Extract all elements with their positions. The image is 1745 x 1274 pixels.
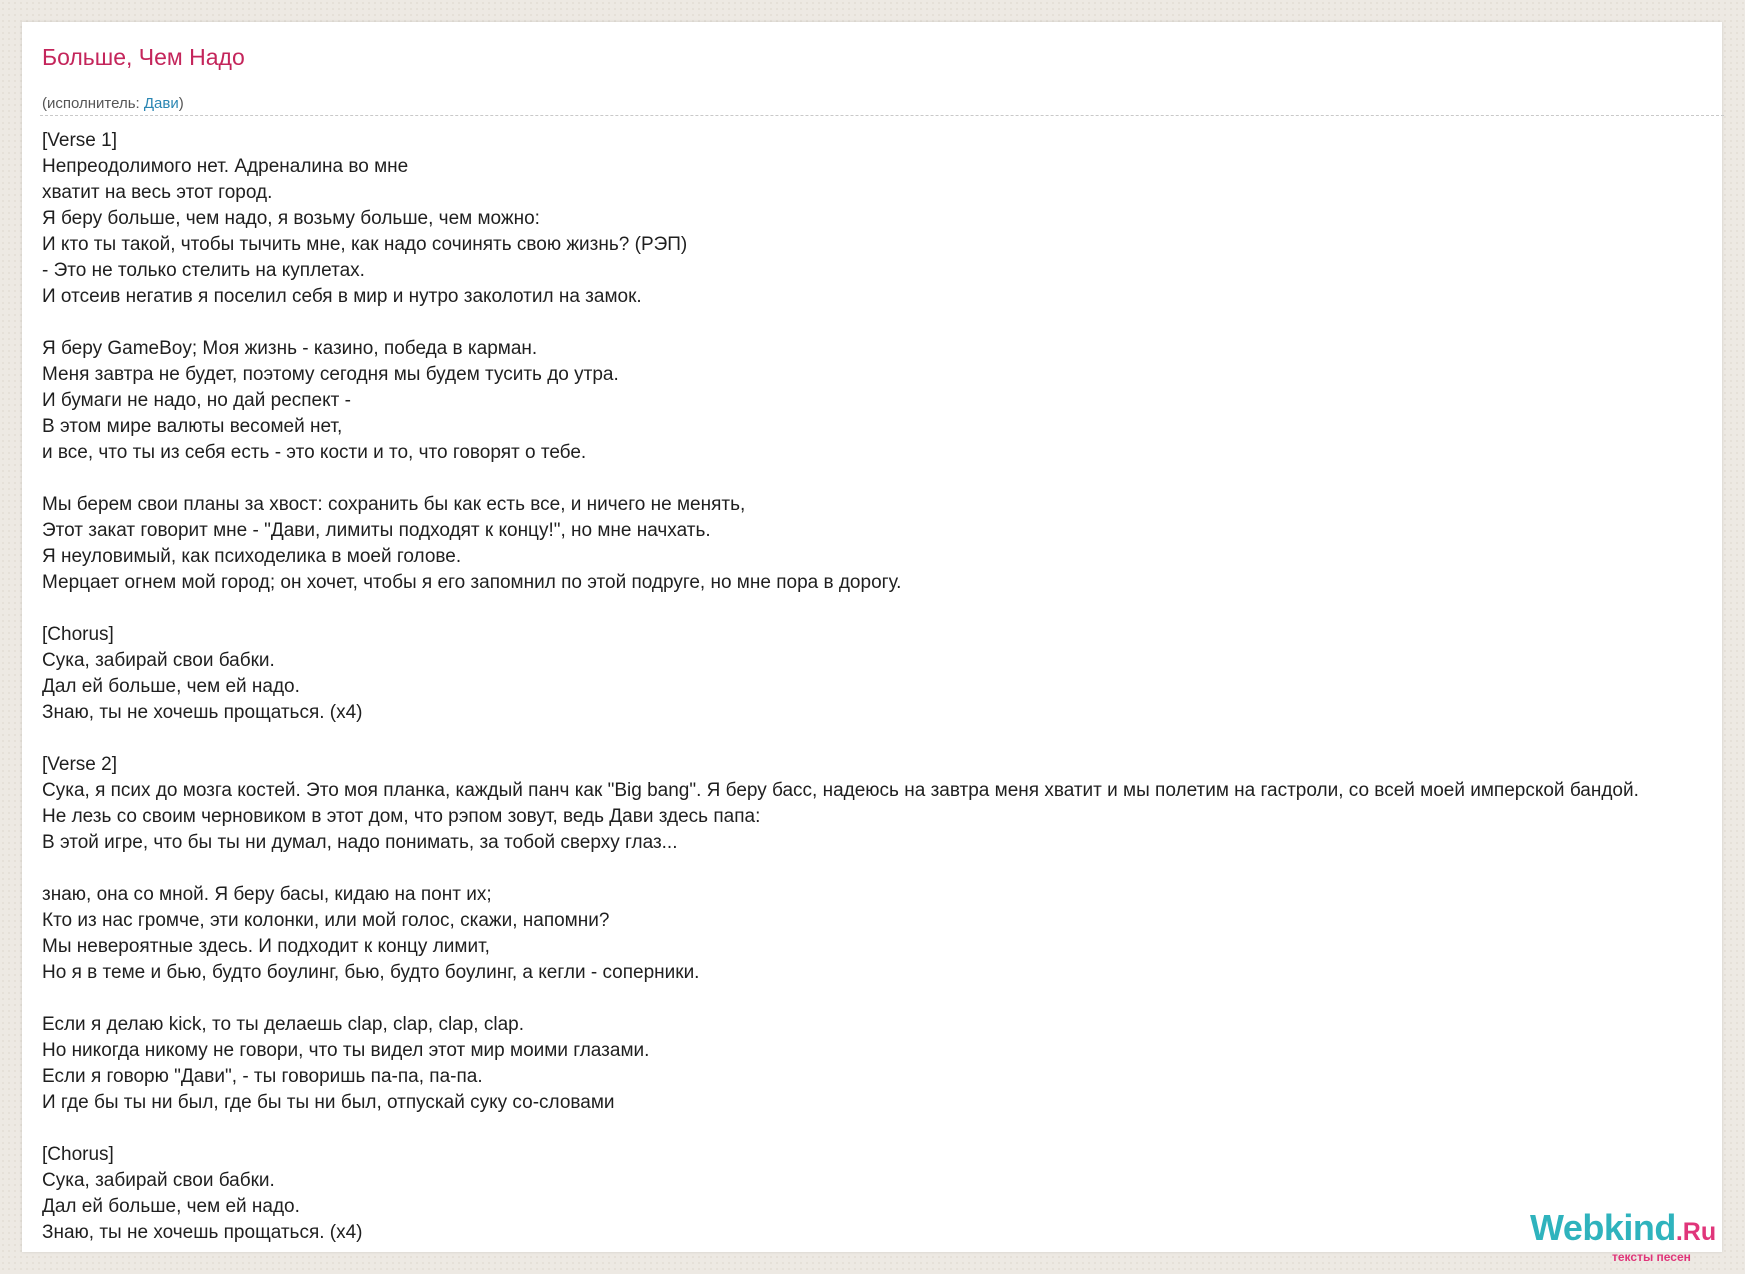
lyric-line: И бумаги не надо, но дай респект - <box>42 390 351 411</box>
lyric-line: Мы невероятные здесь. И подходит к концу лимит, <box>42 936 490 957</box>
lyric-line: Не лезь со своим черновиком в этот дом, что рэпом зовут, ведь Дави здесь папа: <box>42 806 761 827</box>
lyric-line: В этом мире валюты весомей нет, <box>42 416 343 437</box>
lyrics-card <box>22 22 1722 1264</box>
lyric-line: Дал ей больше, чем ей надо. <box>42 1196 300 1217</box>
lyric-line: Знаю, ты не хочешь прощаться. (x4) <box>42 702 363 723</box>
lyric-blank-line <box>42 466 1732 492</box>
lyric-line: Сука, забирай свои бабки. <box>42 1170 275 1191</box>
lyric-line: В этой игре, что бы ты ни думал, надо понимать, за тобой сверху глаз... <box>42 832 678 853</box>
logo-name: Webkind <box>1530 1207 1676 1248</box>
lyric-line: - Это не только стелить на куплетах. <box>42 260 365 281</box>
lyric-line: Непреодолимого нет. Адреналина во мне <box>42 156 409 177</box>
artist-line <box>42 95 184 112</box>
title-divider <box>40 115 1724 116</box>
lyric-line: И отсеив негатив я поселил себя в мир и нутро заколотил на замок. <box>42 286 642 307</box>
lyrics-text <box>42 128 1732 1246</box>
lyric-blank-line <box>42 596 1732 622</box>
lyric-line: [Verse 1] <box>42 130 117 151</box>
lyric-line: Я беру GameBoy; Моя жизнь - казино, победа в карман. <box>42 338 538 359</box>
logo-tagline: тексты песен <box>1612 1250 1691 1264</box>
lyric-line: Дал ей больше, чем ей надо. <box>42 676 300 697</box>
lyric-line: и все, что ты из себя есть - это кости и то, что говорят о тебе. <box>42 442 587 463</box>
artist-link[interactable]: Дави <box>143 95 179 112</box>
lyric-line: Я неуловимый, как психоделика в моей голове. <box>42 546 462 567</box>
lyric-blank-line <box>42 1116 1732 1142</box>
lyric-line: Если я говорю "Дави", - ты говоришь па-па, па-па. <box>42 1066 483 1087</box>
lyric-line: Но никогда никому не говори, что ты видел этот мир моими глазами. <box>42 1040 650 1061</box>
lyric-line: Если я делаю kick, то ты делаешь clap, clap, clap, clap. <box>42 1014 524 1035</box>
lyric-line: Этот закат говорит мне - "Дави, лимиты подходят к концу!", но мне начхать. <box>42 520 711 541</box>
artist-prefix: (исполнитель: <box>42 95 144 112</box>
lyric-line: [Verse 2] <box>42 754 117 775</box>
lyric-line: хватит на весь этот город. <box>42 182 273 203</box>
lyric-line: Мы берем свои планы за хвост: сохранить бы как есть все, и ничего не менять, <box>42 494 746 515</box>
lyric-blank-line <box>42 310 1732 336</box>
lyric-line: Сука, забирай свои бабки. <box>42 650 275 671</box>
lyric-blank-line <box>42 986 1732 1012</box>
lyric-line: И где бы ты ни был, где бы ты ни был, отпускай суку со-словами <box>42 1092 615 1113</box>
lyric-line: Я беру больше, чем надо, я возьму больше, чем можно: <box>42 208 540 229</box>
lyric-blank-line <box>42 726 1732 752</box>
logo-tld: .Ru <box>1675 1218 1717 1246</box>
lyric-line: И кто ты такой, чтобы тычить мне, как надо сочинять свою жизнь? (РЭП) <box>42 234 688 255</box>
lyric-line: [Chorus] <box>42 1144 114 1165</box>
lyric-line: Мерцает огнем мой город; он хочет, чтобы я его запомнил по этой подруге, но мне пора в дорогу. <box>42 572 902 593</box>
lyric-line: Знаю, ты не хочешь прощаться. (x4) <box>42 1222 363 1243</box>
lyric-line: Сука, я псих до мозга костей. Это моя планка, каждый панч как "Big bang". Я беру басс, надеюсь на завтра меня хватит и мы полетим на гастроли, со всей моей имперской бандой. <box>42 780 1639 801</box>
lyric-line: Меня завтра не будет, поэтому сегодня мы будем тусить до утра. <box>42 364 619 385</box>
lyric-line: [Chorus] <box>42 624 114 645</box>
lyric-line: Но я в теме и бью, будто боулинг, бью, будто боулинг, а кегли - соперники. <box>42 962 700 983</box>
logo-wordmark <box>1530 1207 1716 1249</box>
artist-suffix: ) <box>178 95 184 112</box>
site-logo[interactable] <box>1530 1207 1717 1264</box>
lyric-blank-line <box>42 856 1732 882</box>
lyric-line: знаю, она со мной. Я беру басы, кидаю на понт их; <box>42 884 492 905</box>
song-title: Больше, Чем Надо <box>42 44 245 70</box>
lyric-line: Кто из нас громче, эти колонки, или мой голос, скажи, напомни? <box>42 910 610 931</box>
